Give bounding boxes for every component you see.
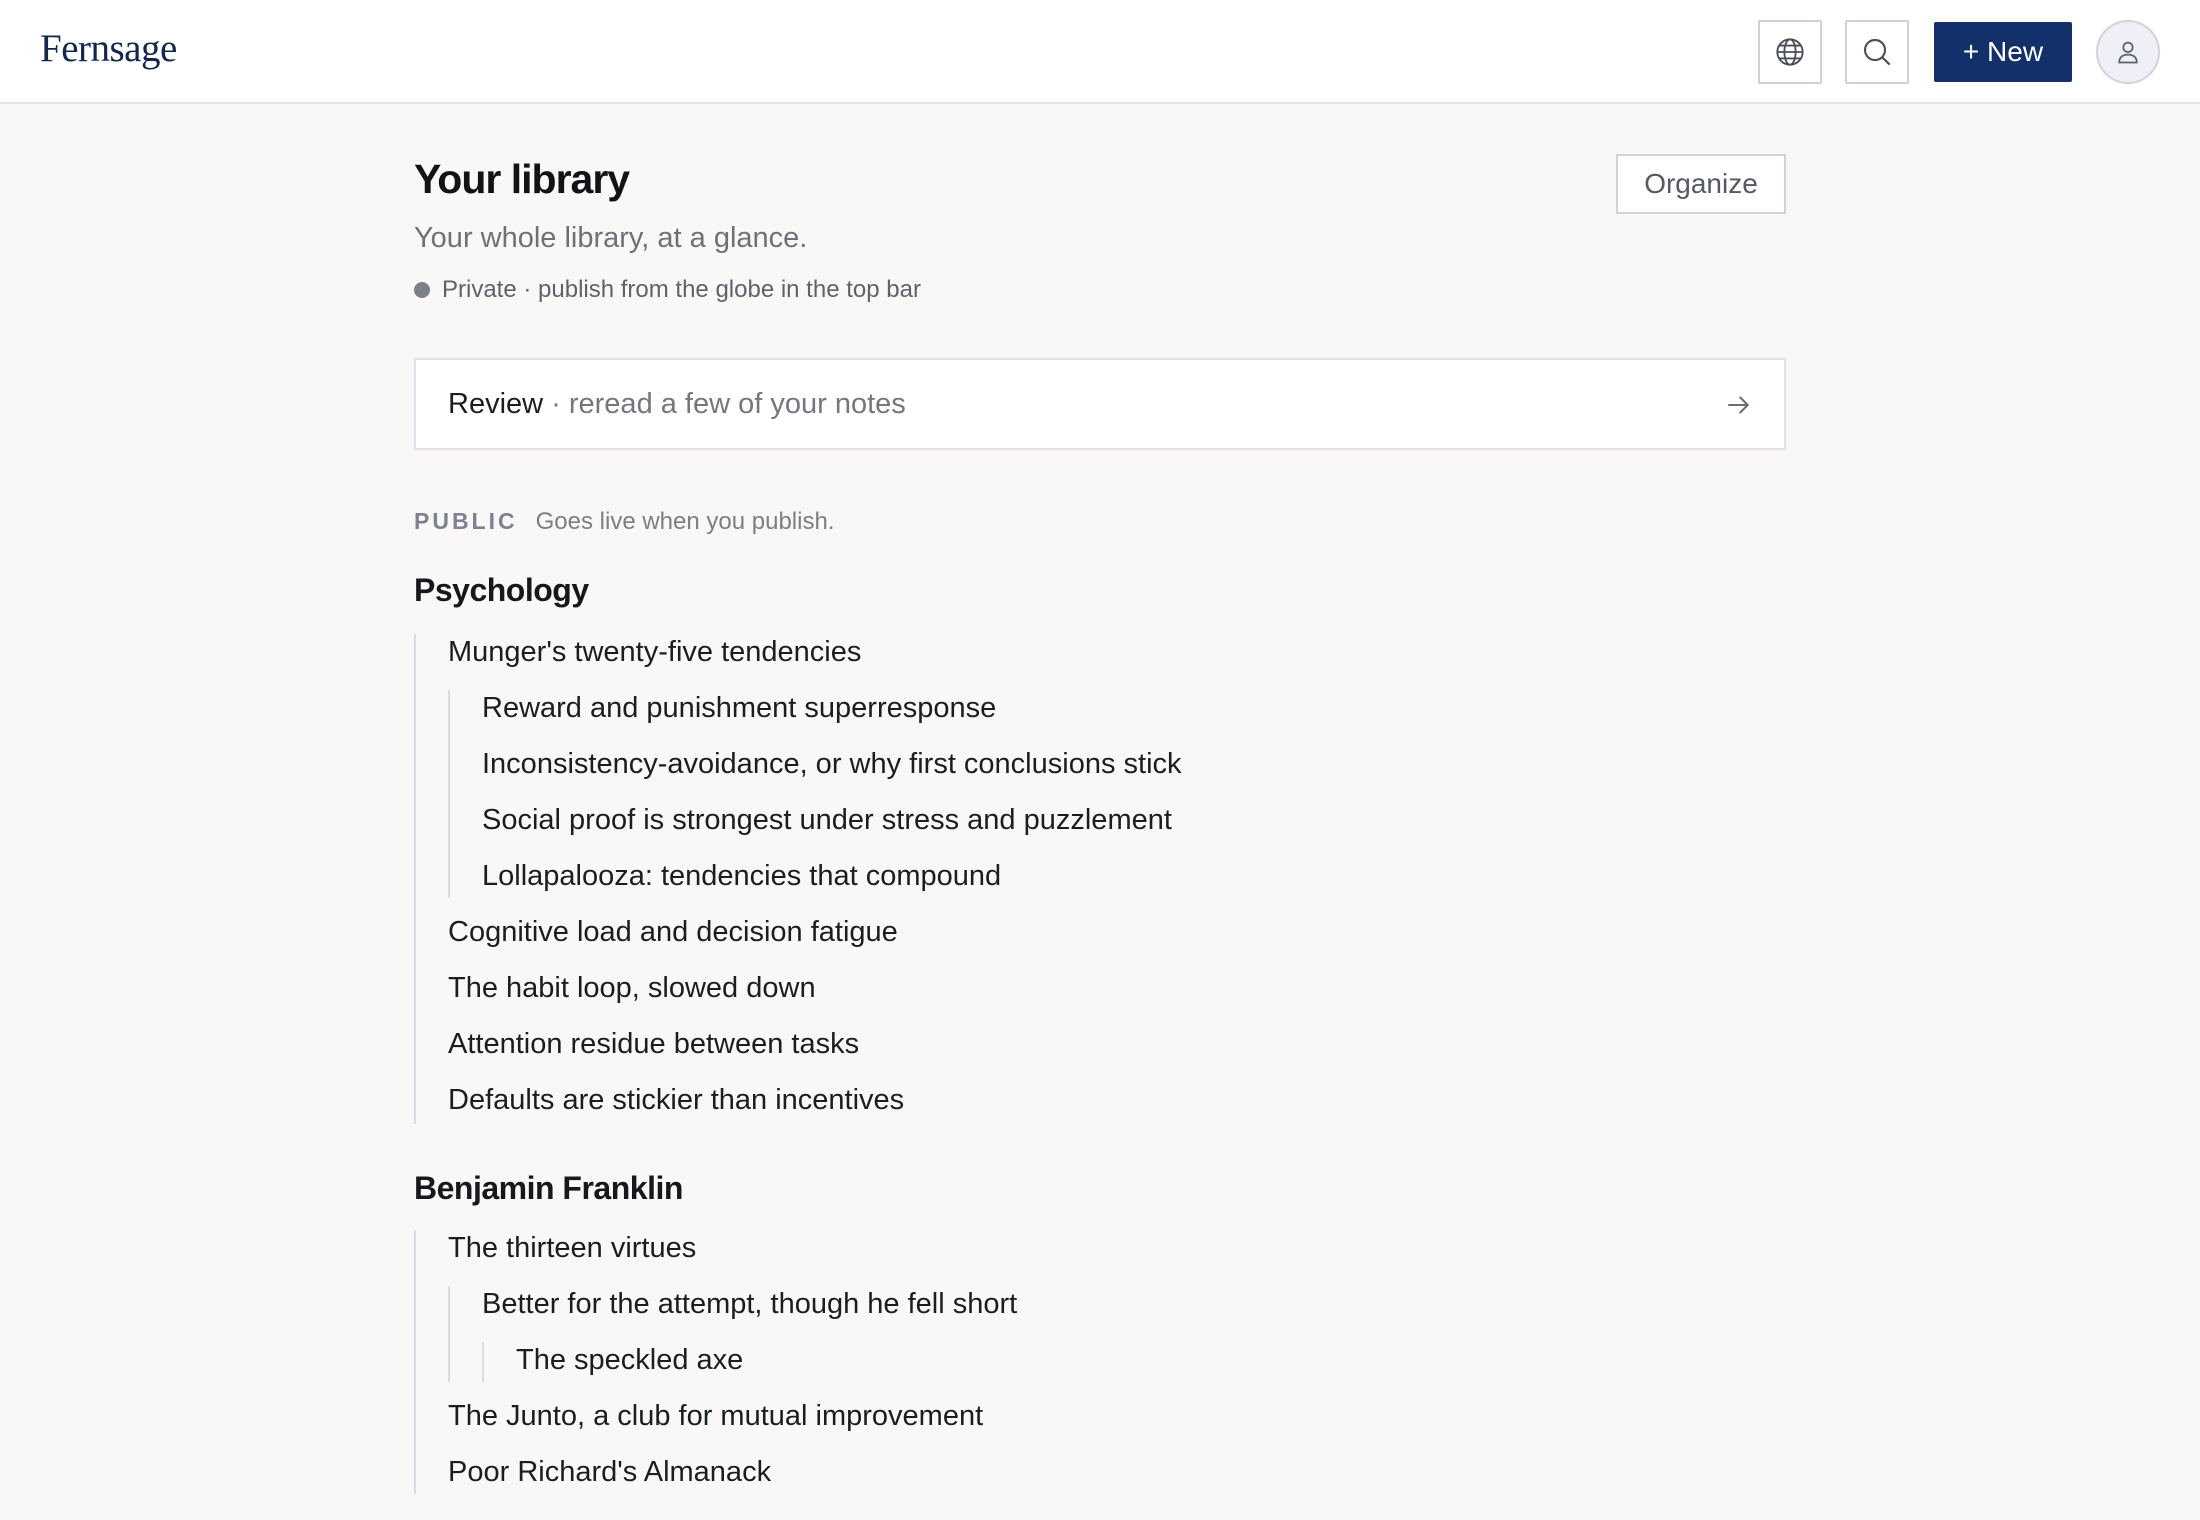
section-header-public <box>414 508 834 536</box>
list-item[interactable]: The speckled axe <box>516 1344 744 1376</box>
list-item[interactable]: The habit loop, slowed down <box>448 972 816 1004</box>
list-item[interactable]: Poor Richard's Almanack <box>448 1456 772 1488</box>
arrow-right-icon <box>1724 390 1754 420</box>
group-title-psychology[interactable]: Psychology <box>414 572 589 608</box>
page-subtitle: Your whole library, at a glance. <box>414 222 808 254</box>
section-description: Goes live when you publish. <box>535 508 835 535</box>
list-item[interactable]: Cognitive load and decision fatigue <box>448 916 898 948</box>
publish-globe-button[interactable] <box>1758 20 1822 84</box>
list-item[interactable]: The Junto, a club for mutual improvement <box>448 1400 984 1432</box>
status-dot-icon <box>414 282 430 298</box>
list-item[interactable]: Munger's twenty-five tendencies <box>448 636 862 668</box>
list-item[interactable]: Better for the attempt, though he fell short <box>482 1288 1018 1320</box>
review-description: · reread a few of your notes <box>543 388 906 420</box>
review-card[interactable] <box>414 358 1786 450</box>
top-bar <box>0 0 2200 104</box>
review-title: Review <box>448 388 544 420</box>
tree-line <box>414 1230 416 1494</box>
app-logo[interactable]: Fernsage <box>40 27 177 70</box>
privacy-text: Private · publish from the globe in the top bar <box>442 276 921 303</box>
tree-line <box>482 1342 484 1382</box>
new-note-button[interactable]: + New <box>1934 22 2072 82</box>
tree-line <box>448 1286 450 1382</box>
globe-icon <box>1774 36 1806 68</box>
user-avatar[interactable] <box>2096 20 2160 84</box>
list-item[interactable]: Lollapalooza: tendencies that compound <box>482 860 1002 892</box>
tree-line <box>414 634 416 1124</box>
search-icon <box>1861 36 1893 68</box>
list-item[interactable]: Defaults are stickier than incentives <box>448 1084 905 1116</box>
privacy-status <box>414 276 921 304</box>
group-title-benjamin-franklin[interactable]: Benjamin Franklin <box>414 1170 683 1206</box>
list-item[interactable]: Inconsistency-avoidance, or why first conclusions stick <box>482 748 1182 780</box>
page-title: Your library <box>414 156 630 202</box>
tree-line <box>448 690 450 898</box>
list-item[interactable]: Social proof is strongest under stress and puzzlement <box>482 804 1172 836</box>
organize-button[interactable]: Organize <box>1616 154 1786 214</box>
user-icon <box>2114 38 2142 66</box>
list-item[interactable]: Attention residue between tasks <box>448 1028 860 1060</box>
list-item[interactable]: Reward and punishment superresponse <box>482 692 997 724</box>
review-text <box>448 388 906 421</box>
search-button[interactable] <box>1845 20 1909 84</box>
section-label: PUBLIC <box>414 508 518 534</box>
list-item[interactable]: The thirteen virtues <box>448 1232 697 1264</box>
